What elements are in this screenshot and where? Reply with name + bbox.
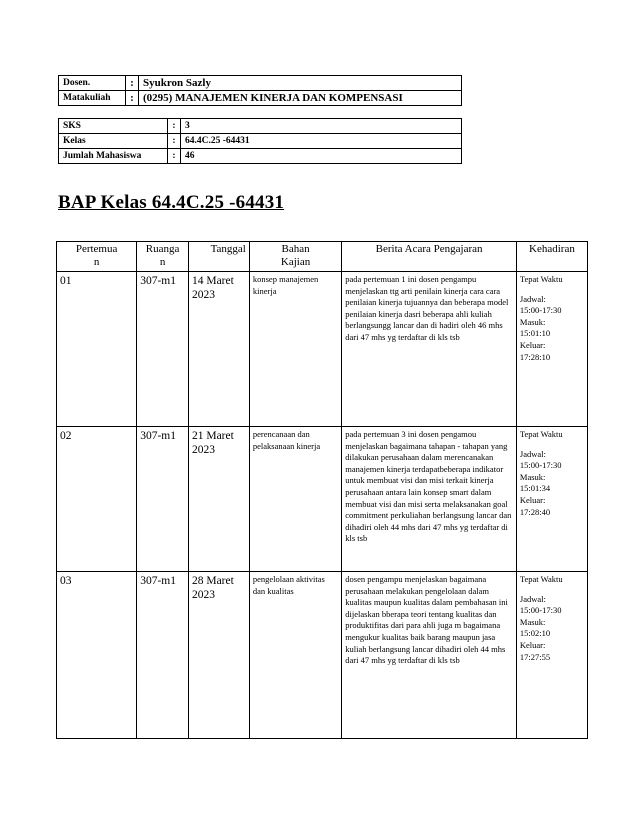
pertemuan-number: 03 <box>57 572 137 739</box>
header-ruangan <box>137 242 189 272</box>
jumlah-mahasiswa-value: 46 <box>181 149 462 164</box>
matakuliah-label: Matakuliah <box>59 91 126 106</box>
jadwal-label: Jadwal: <box>519 448 546 459</box>
ruangan: 307-m1 <box>137 572 189 739</box>
kehadiran <box>516 272 587 427</box>
masuk-value: 15:01:34 <box>519 483 551 494</box>
masuk-label: Masuk: <box>519 616 546 627</box>
header-bahan-kajian <box>249 242 341 272</box>
ruangan: 307-m1 <box>137 427 189 572</box>
masuk-label: Masuk: <box>519 471 546 482</box>
bap-table <box>56 241 588 739</box>
attendance-spacer <box>520 441 584 449</box>
kehadiran <box>516 427 587 572</box>
jadwal-label: Jadwal: <box>519 593 546 604</box>
kelas-label: Kelas <box>59 134 168 149</box>
dosen-separator: : <box>126 76 139 91</box>
bahan-kajian: konsep manajemen kinerja <box>249 272 341 427</box>
jumlah-mahasiswa-label: Jumlah Mahasiswa <box>59 149 168 164</box>
header-tanggal: Tanggal <box>188 242 249 272</box>
masuk-label: Masuk: <box>519 316 546 327</box>
attendance-spacer <box>520 286 584 294</box>
keluar-label: Keluar: <box>519 639 546 650</box>
bahan-kajian: pengelolaan aktivitas dan kualitas <box>249 572 341 739</box>
berita-acara: dosen pengampu menjelaskan bagaimana perusahaan melakukan pengelolaan dalam kualitas maupun kualitas dalam pembahasan ini dijelaskan bberapa teori tentang kualitas dan produktifitas dari para ahli juga m bagaimana mengukur kualitas baik barang maupun jasa kuliah berlangsung lancar dihadiri oleh 44 mhs dari 47 mhs yg terdaftar di kls tsb <box>342 572 517 739</box>
jumlah-mahasiswa-separator: : <box>168 149 181 164</box>
masuk-value: 15:02:10 <box>519 628 551 639</box>
dosen-row <box>59 76 462 91</box>
keluar-value: 17:28:40 <box>519 506 551 517</box>
sks-label: SKS <box>59 119 168 134</box>
header-pertemuan-line1: Pertemua <box>75 243 118 255</box>
attendance-status: Tepat Waktu <box>519 574 563 584</box>
jumlah-mahasiswa-row <box>59 149 462 164</box>
header-bahan-line2: Kajian <box>280 256 311 268</box>
header-bahan-line1: Bahan <box>281 243 310 255</box>
jadwal-label: Jadwal: <box>519 293 546 304</box>
matakuliah-separator: : <box>126 91 139 106</box>
sks-value: 3 <box>181 119 462 134</box>
tanggal: 28 Maret 2023 <box>188 572 249 739</box>
kelas-value: 64.4C.25 -64431 <box>181 134 462 149</box>
table-row <box>57 572 588 739</box>
tanggal: 21 Maret 2023 <box>188 427 249 572</box>
header-pertemuan <box>57 242 137 272</box>
jadwal-value: 15:00-17:30 <box>519 605 562 616</box>
jadwal-value: 15:00-17:30 <box>519 460 562 471</box>
keluar-label: Keluar: <box>519 339 546 350</box>
attendance-spacer <box>520 586 584 594</box>
bahan-kajian: perencanaan dan pelaksanaan kinerja <box>249 427 341 572</box>
header-berita-acara: Berita Acara Pengajaran <box>342 242 517 272</box>
tanggal: 14 Maret 2023 <box>188 272 249 427</box>
lecturer-info-table <box>58 75 462 106</box>
pertemuan-number: 02 <box>57 427 137 572</box>
sks-separator: : <box>168 119 181 134</box>
ruangan: 307-m1 <box>137 272 189 427</box>
pertemuan-number: 01 <box>57 272 137 427</box>
sks-row <box>59 119 462 134</box>
table-row <box>57 427 588 572</box>
kehadiran <box>516 572 587 739</box>
bap-header-row <box>57 242 588 272</box>
header-ruangan-line1: Ruanga <box>145 243 180 255</box>
class-info-table <box>58 118 462 164</box>
berita-acara: pada pertemuan 3 ini dosen pengamou menjelaskan bagaimana tahapan - tahapan yang dilakukan perusahaan dalam merencanakan manajemen kinerja terdapatbeberapa indikator untuk membuat visi dan misi terkait kinerja perusahaan antara lain konsep smart dalam membuat visi dan misi serta melaksanakan goal commitment perkuliahan berlangsung lancar dan dihadiri oleh 44 mhs dari 47 mhs yg terdaftar di kls tsb <box>342 427 517 572</box>
header-pertemuan-line2: n <box>93 256 100 268</box>
masuk-value: 15:01:10 <box>519 328 551 339</box>
berita-acara: pada pertemuan 1 ini dosen pengampu menjelaskan ttg arti penilain kinerja cara cara penilaian kinerja tujuannya dan beberapa model penilaian kinerja dasri beberapa ahli kuliah berlangsungg lancar dan di hadiri oleh 46 mhs dari 47 mhs yg terdaftar di kls tsb <box>342 272 517 427</box>
attendance-status: Tepat Waktu <box>519 274 563 284</box>
matakuliah-row <box>59 91 462 106</box>
table-row <box>57 272 588 427</box>
kelas-separator: : <box>168 134 181 149</box>
dosen-label: Dosen. <box>59 76 126 91</box>
attendance-status: Tepat Waktu <box>519 429 563 439</box>
kelas-row <box>59 134 462 149</box>
keluar-value: 17:27:55 <box>519 651 551 662</box>
page-title: BAP Kelas 64.4C.25 -64431 <box>58 192 285 213</box>
header-ruangan-line2: n <box>159 256 166 268</box>
header-kehadiran: Kehadiran <box>516 242 587 272</box>
keluar-value: 17:28:10 <box>519 351 551 362</box>
keluar-label: Keluar: <box>519 494 546 505</box>
jadwal-value: 15:00-17:30 <box>519 305 562 316</box>
matakuliah-value: (0295) MANAJEMEN KINERJA DAN KOMPENSASI <box>139 91 462 106</box>
dosen-value: Syukron Sazly <box>139 76 462 91</box>
